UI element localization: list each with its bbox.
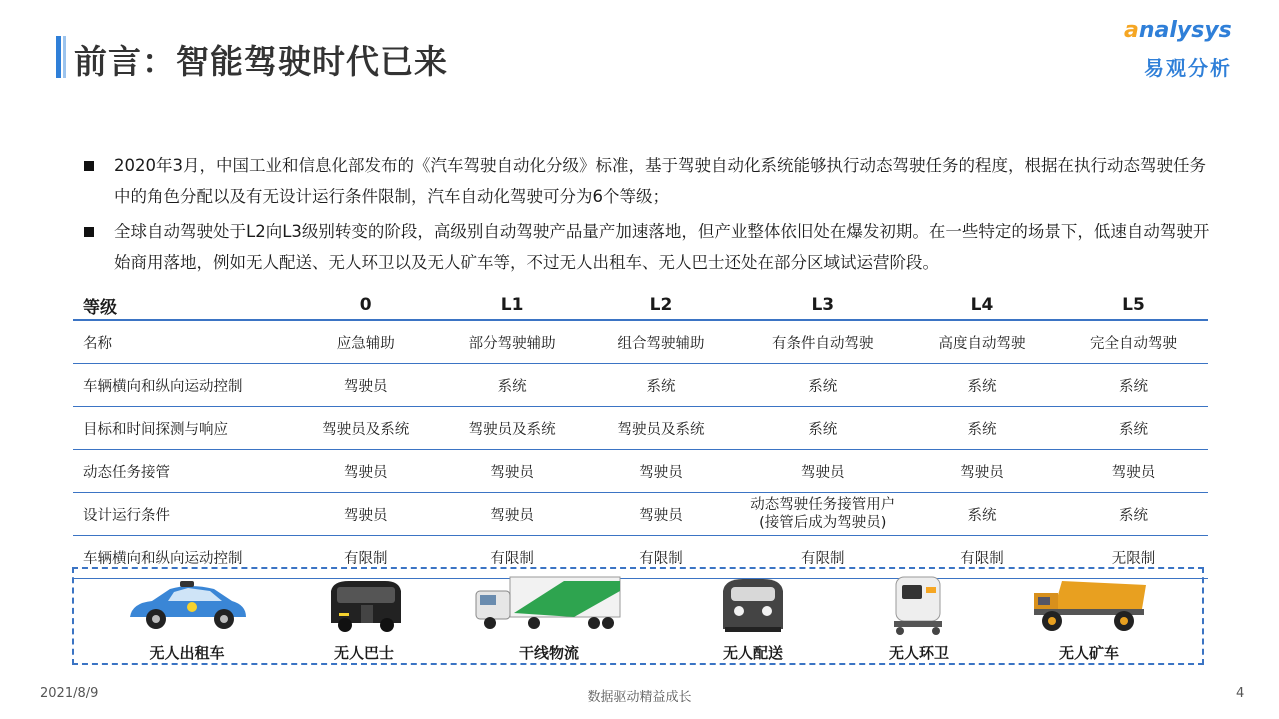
vehicle-robotaxi xyxy=(112,573,262,663)
table-cell: 驾驶员 xyxy=(443,493,582,536)
vehicle-mining-truck xyxy=(1014,573,1164,663)
table-cell: 系统 xyxy=(1059,493,1208,536)
table-cell: 部分驾驶辅助 xyxy=(443,320,582,364)
vehicle-label: 无人出租车 xyxy=(149,644,225,662)
table-cell: 系统 xyxy=(741,407,905,450)
bullet-square-icon xyxy=(84,227,94,237)
row-label: 名称 xyxy=(73,320,289,364)
table-cell: 系统 xyxy=(741,364,905,407)
row-label: 目标和时间探测与响应 xyxy=(73,407,289,450)
table-cell: 有限制 xyxy=(289,536,443,579)
header-cell-l3: L3 xyxy=(741,291,905,320)
title-accent-bar xyxy=(56,36,61,78)
table-cell: 系统 xyxy=(905,493,1059,536)
header-cell-l0: 0 xyxy=(289,291,443,320)
delivery-robot-icon xyxy=(703,573,803,635)
table-cell: 驾驶员 xyxy=(289,364,443,407)
bullet-item: 2020年3月，中国工业和信息化部发布的《汽车驾驶自动化分级》标准，基于驾驶自动化系统能够执行动态驾驶任务的程度，根据在执行动态驾驶任务中的角色分配以及有无设计运行条件限制，汽车自动化驾驶可分为6个等级； xyxy=(84,150,1214,212)
table-row xyxy=(73,320,1208,364)
table-cell: 驾驶员及系统 xyxy=(581,407,740,450)
mining-truck-icon xyxy=(1024,573,1154,635)
header-cell-l5: L5 xyxy=(1059,291,1208,320)
table-cell: 驾驶员 xyxy=(289,450,443,493)
vehicle-delivery-robot xyxy=(678,573,828,663)
table-cell: 无限制 xyxy=(1059,536,1208,579)
table-row xyxy=(73,450,1208,493)
table-cell: 驾驶员及系统 xyxy=(443,407,582,450)
table-cell: 驾驶员 xyxy=(443,450,582,493)
table-cell: 驾驶员 xyxy=(581,493,740,536)
header-cell-l4: L4 xyxy=(905,291,1059,320)
bullet-item: 全球自动驾驶处于L2向L3级别转变的阶段，高级别自动驾驶产品量产加速落地，但产业整体依旧处在爆发初期。在一些特定的场景下，低速自动驾驶开始商用落地，例如无人配送、无人环卫以及无人矿车等，不过无人出租车、无人巴士还处在部分区域试运营阶段。 xyxy=(84,216,1214,278)
bullet-square-icon xyxy=(84,161,94,171)
table-cell: 有限制 xyxy=(905,536,1059,579)
table-cell: 驾驶员 xyxy=(289,493,443,536)
sweeper-icon xyxy=(874,573,964,635)
table-cell: 驾驶员 xyxy=(581,450,740,493)
page-title: 前言：智能驾驶时代已来 xyxy=(74,42,448,81)
header-cell-l1: L1 xyxy=(443,291,582,320)
analysys-logo xyxy=(1118,18,1250,84)
vehicle-truck xyxy=(474,573,624,663)
table-cell: 组合驾驶辅助 xyxy=(581,320,740,364)
table-row xyxy=(73,407,1208,450)
row-label: 设计运行条件 xyxy=(73,493,289,536)
table-cell: 完全自动驾驶 xyxy=(1059,320,1208,364)
table-cell-line: 动态驾驶任务接管用户 xyxy=(750,497,896,513)
vehicle-sweeper xyxy=(844,573,994,663)
vehicle-label: 无人巴士 xyxy=(333,644,394,662)
table-cell-note: (接管后成为驾驶员) xyxy=(759,515,887,531)
footer-date: 2021/8/9 xyxy=(40,686,99,701)
table-cell: 系统 xyxy=(581,364,740,407)
table-cell: 驾驶员及系统 xyxy=(289,407,443,450)
title-accent-bar-light xyxy=(63,36,66,78)
table-cell: 驾驶员 xyxy=(1059,450,1208,493)
table-cell xyxy=(741,493,905,536)
logo-text-en: analysys xyxy=(1124,18,1232,43)
table-cell: 高度自动驾驶 xyxy=(905,320,1059,364)
robobus-icon xyxy=(299,573,429,635)
table-header-row xyxy=(73,291,1208,320)
table-row xyxy=(73,364,1208,407)
bullet-list xyxy=(84,150,1214,282)
row-label: 车辆横向和纵向运动控制 xyxy=(73,364,289,407)
header-cell-level: 等级 xyxy=(73,291,289,320)
truck-icon xyxy=(474,573,624,635)
page-number: 4 xyxy=(1236,686,1245,701)
robotaxi-icon xyxy=(122,573,252,635)
table-cell: 系统 xyxy=(443,364,582,407)
row-label: 车辆横向和纵向运动控制 xyxy=(73,536,289,579)
vehicle-label: 无人环卫 xyxy=(888,644,949,662)
table-cell: 系统 xyxy=(1059,407,1208,450)
row-label: 动态任务接管 xyxy=(73,450,289,493)
table-cell: 系统 xyxy=(905,364,1059,407)
table-cell: 有限制 xyxy=(741,536,905,579)
vehicle-label: 无人配送 xyxy=(722,644,783,662)
table-cell: 应急辅助 xyxy=(289,320,443,364)
table-cell: 驾驶员 xyxy=(741,450,905,493)
vehicle-robobus xyxy=(289,573,439,663)
table-cell: 驾驶员 xyxy=(905,450,1059,493)
footer-slogan: 数据驱动精益成长 xyxy=(587,690,692,705)
autonomy-level-table xyxy=(73,291,1208,579)
table-cell: 有限制 xyxy=(581,536,740,579)
vehicle-showcase xyxy=(72,567,1204,665)
table-cell: 系统 xyxy=(905,407,1059,450)
table-cell: 有限制 xyxy=(443,536,582,579)
table-cell: 有条件自动驾驶 xyxy=(741,320,905,364)
table-cell: 系统 xyxy=(1059,364,1208,407)
table-row xyxy=(73,493,1208,536)
vehicle-label: 无人矿车 xyxy=(1058,644,1119,662)
header-cell-l2: L2 xyxy=(581,291,740,320)
logo-text-cn: 易观分析 xyxy=(1144,56,1232,80)
vehicle-label: 干线物流 xyxy=(518,644,579,662)
